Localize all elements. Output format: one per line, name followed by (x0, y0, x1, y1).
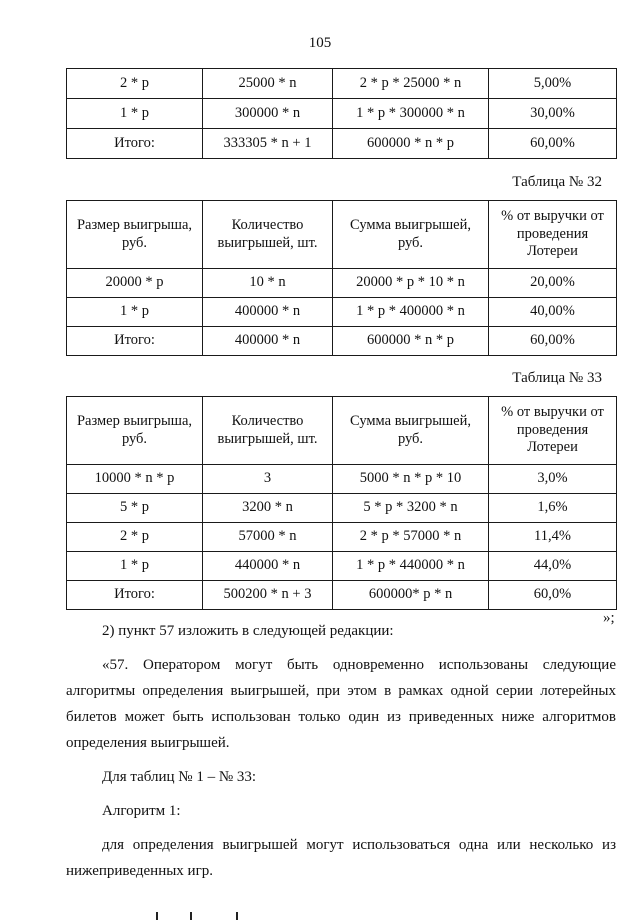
table-33-cell: 10000 * n * p (67, 465, 203, 494)
table-continuation-cell: 2 * p * 25000 * n (333, 69, 489, 99)
table-continuation-cell: 1 * p * 300000 * n (333, 99, 489, 129)
table-33-row (67, 552, 617, 581)
table-33-cell: 2 * p * 57000 * n (333, 523, 489, 552)
table-32-cell: 20000 * p * 10 * n (333, 269, 489, 298)
table-continuation-cell: 5,00% (489, 69, 617, 99)
table-33-row (67, 523, 617, 552)
table-32-body (67, 269, 617, 356)
table-continuation-cell: 25000 * n (203, 69, 333, 99)
table-33-header-cell: % от выручки от проведения Лотереи (489, 397, 617, 465)
table-33-cell: 5 * p (67, 494, 203, 523)
table-continuation-row (67, 69, 617, 99)
table-33-row (67, 581, 617, 610)
table-continuation-cell: 1 * p (67, 99, 203, 129)
table-continuation-row (67, 99, 617, 129)
table-continuation-cell: Итого: (67, 129, 203, 159)
table-continuation-cell: 600000 * n * p (333, 129, 489, 159)
table-32 (66, 200, 617, 356)
table-32-cell: 400000 * n (203, 327, 333, 356)
table-32-header-row (67, 201, 617, 269)
table-33-row (67, 465, 617, 494)
table-33-header-cell: Размер выигрыша, руб. (67, 397, 203, 465)
page-number: 105 (308, 35, 332, 51)
closing-quote-mark: »; (603, 610, 615, 626)
table-32-caption: Таблица № 32 (512, 174, 602, 190)
table-32-cell: 40,00% (489, 298, 617, 327)
table-33-cell: 3200 * n (203, 494, 333, 523)
table-33-cell: 5000 * n * p * 10 (333, 465, 489, 494)
table-33-cell: 44,0% (489, 552, 617, 581)
table-33-cell: 5 * p * 3200 * n (333, 494, 489, 523)
table-33-header-cell: Сумма выигрышей, руб. (333, 397, 489, 465)
table-33-cell: 3,0% (489, 465, 617, 494)
table-continuation-body (67, 69, 617, 159)
body-text (66, 618, 616, 892)
scan-edge-mark (156, 912, 158, 920)
table-33-cell: 440000 * n (203, 552, 333, 581)
table-33-cell: 2 * p (67, 523, 203, 552)
table-32-header-cell: % от выручки от проведения Лотереи (489, 201, 617, 269)
table-32-header-cell: Количество выигрышей, шт. (203, 201, 333, 269)
paragraph-clause-57: «57. Оператором могут быть одновременно использованы следующие алгоритмы определения выигрышей, при этом в рамках одной серии лотерейных билетов может быть использован только один из приведенных ниже алгоритмов определения выигрышей. (66, 657, 616, 751)
table-33-cell: 60,0% (489, 581, 617, 610)
table-continuation-cell: 300000 * n (203, 99, 333, 129)
table-33-header-cell: Количество выигрышей, шт. (203, 397, 333, 465)
table-32-cell: 600000 * n * p (333, 327, 489, 356)
table-33-header-row (67, 397, 617, 465)
table-32-cell: 20000 * p (67, 269, 203, 298)
table-32-cell: 10 * n (203, 269, 333, 298)
table-32-cell: 1 * p (67, 298, 203, 327)
table-32-cell: Итого: (67, 327, 203, 356)
table-continuation-row (67, 129, 617, 159)
table-33 (66, 396, 617, 610)
scan-edge-mark (190, 912, 192, 920)
paragraph-algorithm-description: для определения выигрышей могут использоваться одна или несколько из нижеприведенных игр. (66, 837, 616, 879)
table-33-cell: Итого: (67, 581, 203, 610)
table-33-cell: 500200 * n + 3 (203, 581, 333, 610)
table-33-cell: 1 * p * 440000 * n (333, 552, 489, 581)
table-continuation (66, 68, 617, 159)
table-32-row (67, 298, 617, 327)
table-33-cell: 1,6% (489, 494, 617, 523)
table-32-header-cell: Размер выигрыша, руб. (67, 201, 203, 269)
table-32-cell: 20,00% (489, 269, 617, 298)
table-continuation-cell: 30,00% (489, 99, 617, 129)
table-33-row (67, 494, 617, 523)
table-continuation-cell: 60,00% (489, 129, 617, 159)
paragraph-tables-range: Для таблиц № 1 – № 33: (102, 769, 257, 785)
table-32-cell: 400000 * n (203, 298, 333, 327)
scan-edge-mark (236, 912, 238, 920)
table-continuation-cell: 2 * p (67, 69, 203, 99)
table-33-cell: 57000 * n (203, 523, 333, 552)
paragraph-algorithm-heading: Алгоритм 1: (102, 803, 181, 819)
table-32-row (67, 327, 617, 356)
table-33-cell: 600000* p * n (333, 581, 489, 610)
table-33-caption: Таблица № 33 (512, 370, 602, 386)
table-33-body (67, 465, 617, 610)
table-33-cell: 3 (203, 465, 333, 494)
table-32-cell: 60,00% (489, 327, 617, 356)
table-33-cell: 11,4% (489, 523, 617, 552)
table-32-cell: 1 * p * 400000 * n (333, 298, 489, 327)
table-32-row (67, 269, 617, 298)
table-continuation-cell: 333305 * n + 1 (203, 129, 333, 159)
table-33-cell: 1 * p (67, 552, 203, 581)
paragraph-item-2: 2) пункт 57 изложить в следующей редакции: (102, 623, 394, 639)
table-32-header-cell: Сумма выигрышей, руб. (333, 201, 489, 269)
